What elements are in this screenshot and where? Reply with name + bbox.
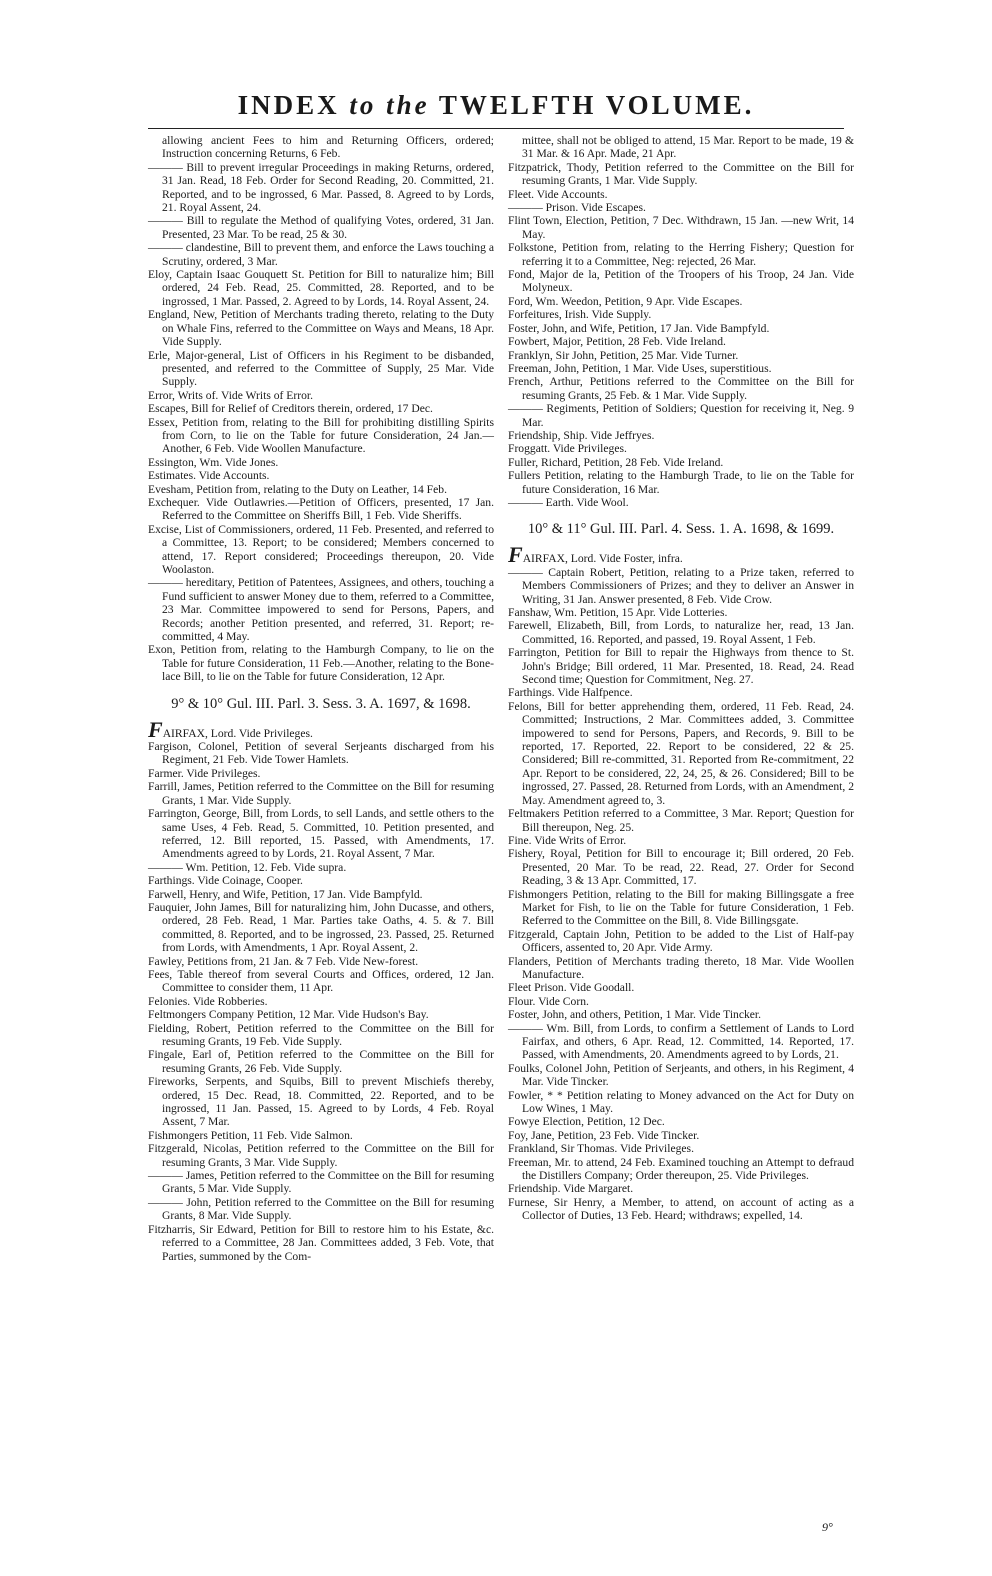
index-entry: Fingale, Earl of, Petition referred to the Committee on the Bill for resuming Grants, 26 Feb. Vide Supply. — [148, 1048, 494, 1075]
index-entry: Flint Town, Election, Petition, 7 Dec. Withdrawn, 15 Jan. —new Writ, 14 May. — [508, 214, 854, 241]
index-entry: ——— Earth. Vide Wool. — [508, 495, 629, 509]
index-entry: Fitzgerald, Captain John, Petition to be added to the List of Half-pay Officers, assented to, 20 Apr. Vide Army. — [508, 927, 854, 955]
index-entry: Exchequer. Vide Outlawries.—Petition of Officers, presented, 17 Jan. Referred to the Committee on Sheriffs Bill, 1 Feb. Vide Sheriffs. — [148, 495, 494, 523]
index-entry: Fullers Petition, relating to the Hamburgh Trade, to lie on the Table for future Consideration, 16 Mar. — [508, 469, 854, 496]
index-entry: ——— John, Petition referred to the Committee on the Bill for resuming Grants, 8 Mar. Vide Supply. — [148, 1195, 494, 1223]
index-entry: Fowye Election, Petition, 12 Dec. — [508, 1115, 665, 1129]
index-entry: Excise, List of Commissioners, ordered, 11 Feb. Presented, and referred to a Committee, 13. Report; to be considered; Members concerned to attend, 17. Report considered; Proceedings thereupon, 20. Vide Woolaston. — [148, 522, 494, 576]
index-entry: Friendship, Ship. Vide Jeffryes. — [508, 428, 655, 442]
index-entry: allowing ancient Fees to him and Returning Officers, ordered; Instruction concerning Returns, 6 Feb. — [162, 134, 494, 161]
session-heading-left: 9° & 10° Gul. III. Parl. 3. Sess. 3. A. 1697, & 1698. — [171, 695, 471, 712]
index-entry: Franklyn, Sir John, Petition, 25 Mar. Vide Turner. — [508, 348, 739, 362]
index-entry: ——— hereditary, Petition of Patentees, Assignees, and others, touching a Fund sufficient to answer Money due to them, referred to a Committee, 23 Mar. Committee impowered to send for Persons, Papers, and Records; another Petition presented, and referred, 31. Report; re-committed, 4 May. — [148, 576, 494, 644]
first-entry-left-text: AIRFAX, Lord. Vide Privileges. — [162, 726, 313, 740]
index-entry: ——— Bill to regulate the Method of qualifying Votes, ordered, 31 Jan. Presented, 23 Mar. To be read, 25 & 30. — [148, 214, 494, 241]
index-entry: Fitzgerald, Nicolas, Petition referred to the Committee on the Bill for resuming Grants, 3 Mar. Vide Supply. — [148, 1142, 494, 1169]
catchword: 9° — [822, 1520, 833, 1534]
index-entry: Frankland, Sir Thomas. Vide Privileges. — [508, 1142, 694, 1156]
index-entry: ——— Regiments, Petition of Soldiers; Question for receiving it, Neg. 9 Mar. — [508, 402, 854, 429]
index-entry: Fitzharris, Sir Edward, Petition for Bill to restore him to his Estate, &c. referred to a Committee, 28 Jan. Committees added, 3 Feb. Vote, that Parties, summoned by the Com- — [148, 1222, 494, 1263]
index-entry: Error, Writs of. Vide Writs of Error. — [148, 388, 314, 402]
right-column — [508, 134, 854, 1223]
index-entry: Farrill, James, Petition referred to the Committee on the Bill for resuming Grants, 1 Mar. Vide Supply. — [148, 780, 494, 807]
index-entry: Fleet. Vide Accounts. — [508, 187, 608, 201]
first-entry-left — [148, 716, 494, 742]
index-entry: ——— James, Petition referred to the Committee on the Bill for resuming Grants, 5 Mar. Vide Supply. — [148, 1169, 494, 1196]
index-entry: Foulks, Colonel John, Petition of Serjeants, and others, in his Regiment, 4 Mar. Vide Tincker. — [508, 1061, 854, 1089]
index-entry: Feltmongers Company Petition, 12 Mar. Vide Hudson's Bay. — [148, 1008, 429, 1022]
index-entry: ——— Wm. Petition, 12. Feb. Vide supra. — [148, 860, 347, 874]
index-entry: ——— Captain Robert, Petition, relating to a Prize taken, referred to Members Commissioners of Prizes; and they to deliver an Answer in Writing, 31 Jan. Answer presented, 8 Feb. Vide Crow. — [508, 565, 854, 606]
initial-letter-left: F — [148, 716, 163, 742]
first-entry-right-text: AIRFAX, Lord. Vide Foster, infra. — [522, 552, 683, 566]
index-entry: Felons, Bill for better apprehending them, ordered, 11 Feb. Read, 24. Committed; Instructions, 2 Mar. Committees added, 3. Committee impowered to send for Persons, Papers, and Records, 9. Bill to be reported, 17. Reported, 22. Report to be considered, 22 & 25. Considered; Bill re-committed, 31. Reported from Re-commitment, 22 Apr. Report to be considered, 22, 24, 25, & 26. Considered; Bill to be ingrossed, 27. Passed, 28. Returned from Lords, with an Amendment, 2 May. Amendment agreed to, 3. — [508, 699, 854, 807]
index-entry: Foster, John, and Wife, Petition, 17 Jan. Vide Bampfyld. — [508, 321, 770, 335]
index-entry: ——— Wm. Bill, from Lords, to confirm a Settlement of Lands to Lord Fairfax, and others, 6 Apr. Read, 12. Committed, 14. Reported, 17. Passed, with Amendments, 20. Amendments agreed to by Lords, 21. — [508, 1021, 854, 1062]
right-entries-b — [508, 566, 854, 1223]
index-entry: Farthings. Vide Halfpence. — [508, 686, 633, 700]
index-entry: Farthings. Vide Coinage, Cooper. — [148, 874, 303, 888]
index-entry: Fine. Vide Writs of Error. — [508, 833, 627, 847]
index-entry: ——— Prison. Vide Escapes. — [508, 201, 646, 215]
index-entry: Freeman, John, Petition, 1 Mar. Vide Uses, superstitious. — [508, 361, 772, 375]
left-entries-b — [148, 740, 494, 1263]
head-to-the: to the — [349, 90, 430, 120]
index-entry: Fargison, Colonel, Petition of several Serjeants discharged from his Regiment, 21 Feb. Vide Tower Hamlets. — [148, 740, 494, 767]
index-entry: Fielding, Robert, Petition referred to the Committee on the Bill for resuming Grants, 19 Feb. Vide Supply. — [148, 1021, 494, 1048]
index-entry: Escapes, Bill for Relief of Creditors therein, ordered, 17 Dec. — [148, 402, 433, 416]
head-twelfth: TWELFTH — [438, 90, 597, 120]
initial-letter-right: F — [508, 542, 523, 568]
index-entry: Fishmongers Petition, 11 Feb. Vide Salmon. — [148, 1128, 353, 1142]
index-entry: Froggatt. Vide Privileges. — [508, 442, 627, 456]
index-entry: Farewell, Elizabeth, Bill, from Lords, to naturalize her, read, 13 Jan. Committed, 16. Reported, and passed, 19. Royal Assent, 1 Feb. — [508, 619, 854, 646]
header-rule — [148, 128, 844, 129]
index-entry: Fowbert, Major, Petition, 28 Feb. Vide Ireland. — [508, 335, 726, 349]
index-entry: Foy, Jane, Petition, 23 Feb. Vide Tincker. — [508, 1128, 700, 1142]
index-entry: Fowler, * * Petition relating to Money advanced on the Act for Duty on Low Wines, 1 May. — [508, 1088, 854, 1116]
left-entries-a — [148, 134, 494, 684]
index-entry: Fauquier, John James, Bill for naturalizing him, John Ducasse, and others, ordered, 28 Feb. Read, 1 Mar. Parties take Oaths, 4. 5. & 7. Bill committed, 8. Reported, and to be ingrossed, 23. Passed, 25. Returned from Lords, with Amendments, 1 Apr. Royal Assent, 2. — [148, 900, 494, 955]
index-entry: Farwell, Henry, and Wife, Petition, 17 Jan. Vide Bampfyld. — [148, 887, 423, 901]
running-head — [0, 90, 992, 121]
index-entry: Estimates. Vide Accounts. — [148, 469, 270, 483]
index-entry: Farmer. Vide Privileges. — [148, 766, 261, 780]
index-entry: Folkstone, Petition from, relating to the Herring Fishery; Question for referring it to a Committee, Neg: rejected, 26 Mar. — [508, 241, 854, 268]
index-entry: England, New, Petition of Merchants trading thereto, relating to the Duty on Whale Fins, referred to the Committee on Ways and Means, 18 Apr. Vide Supply. — [148, 308, 494, 349]
index-entry: Fawley, Petitions from, 21 Jan. & 7 Feb. Vide New-forest. — [148, 954, 419, 968]
index-entry: Forfeitures, Irish. Vide Supply. — [508, 308, 652, 322]
index-entry: Erle, Major-general, List of Officers in his Regiment to be disbanded, presented, and referred to the Committee of Supply, 25 Mar. Vide Supply. — [148, 348, 494, 389]
index-entry: Fuller, Richard, Petition, 28 Feb. Vide Ireland. — [508, 455, 724, 469]
session-heading-right: 10° & 11° Gul. III. Parl. 4. Sess. 1. A. 1698, & 1699. — [527, 521, 835, 538]
index-entry: Fleet Prison. Vide Goodall. — [508, 981, 635, 995]
index-entry: ——— clandestine, Bill to prevent them, and enforce the Laws touching a Scrutiny, ordered, 3 Mar. — [148, 241, 494, 268]
left-column — [148, 134, 494, 1263]
right-entries-a — [508, 134, 854, 509]
index-entry: Farrington, George, Bill, from Lords, to sell Lands, and settle others to the same Uses, 4 Feb. Read, 5. Committed, 10. Petition presented, and referred, 12. Bill reported, 15. Passed, with Amendments, 17. Amendments agreed to by Lords, 21. Royal Assent, 7 Mar. — [148, 807, 494, 861]
head-index: INDEX — [237, 90, 340, 120]
index-entry: Essington, Wm. Vide Jones. — [148, 455, 279, 469]
index-entry: Fireworks, Serpents, and Squibs, Bill to prevent Mischiefs thereby, ordered, 15 Dec. Read, 18. Committed, 22. Reported, and to be ingrossed, 11 Jan. Passed, 15. Agreed to by Lords, 4 Feb. Royal Assent, 7 Mar. — [148, 1075, 494, 1129]
index-entry: Exon, Petition from, relating to the Hamburgh Company, to lie on the Table for future Consideration, 11 Feb.—Another, relating to the Bone-lace Bill, to lie on the Table for future Consideration, 12 Apr. — [148, 643, 494, 684]
index-entry: Ford, Wm. Weedon, Petition, 9 Apr. Vide Escapes. — [508, 294, 743, 308]
index-entry: ——— Bill to prevent irregular Proceedings in making Returns, ordered, 31 Jan. Read, 18 Feb. Order for Second Reading, 20. Committed, 21. Reported, and to be ingrossed, 6 Mar. Passed, 8. Agreed to by Lords, 21. Royal Assent, 24. — [148, 160, 494, 215]
first-entry-right — [508, 542, 854, 568]
index-entry: Foster, John, and others, Petition, 1 Mar. Vide Tincker. — [508, 1008, 762, 1022]
index-entry: Eloy, Captain Isaac Gouquett St. Petition for Bill to naturalize him; Bill ordered, 24 Feb. Read, 25. Committed, 28. Reported, and to be ingrossed, 1 Mar. Passed, 2. Agreed to by Lords, 14. Royal Assent, 24. — [148, 268, 494, 308]
head-volume: VOLUME. — [605, 90, 755, 120]
index-entry: Furnese, Sir Henry, a Member, to attend, on account of acting as a Collector of Duties, 13 Feb. Heard; withdraws; expelled, 14. — [508, 1195, 854, 1223]
index-entry: Freeman, Mr. to attend, 24 Feb. Examined touching an Attempt to defraud the Distillers Company; Order thereupon, 25. Vide Privileges. — [508, 1155, 854, 1183]
index-entry: Felonies. Vide Robberies. — [148, 994, 268, 1008]
index-entry: French, Arthur, Petitions referred to the Committee on the Bill for resuming Grants, 25 Feb. & 1 Mar. Vide Supply. — [508, 375, 854, 402]
index-entry: Flanders, Petition of Merchants trading thereto, 18 Mar. Vide Woollen Manufacture. — [508, 954, 854, 981]
index-entry: Fanshaw, Wm. Petition, 15 Apr. Vide Lotteries. — [508, 606, 728, 619]
index-entry: Feltmakers Petition referred to a Committee, 3 Mar. Report; Question for Bill thereupon, Neg. 25. — [508, 807, 854, 834]
index-entry: Fond, Major de la, Petition of the Troopers of his Troop, 24 Jan. Vide Molyneux. — [508, 268, 854, 295]
index-entry: Fitzpatrick, Thody, Petition referred to the Committee on the Bill for resuming Grants, 1 Mar. Vide Supply. — [508, 160, 854, 188]
index-entry: Farrington, Petition for Bill to repair the Highways from thence to St. John's Bridge; Bill ordered, 11 Mar. Presented, 18. Read, 24. Read Second time; Question for Commitment, Neg. 27. — [508, 646, 854, 687]
index-entry: Fishery, Royal, Petition for Bill to encourage it; Bill ordered, 20 Feb. Presented, 20 Mar. To be read, 22. Read, 27. Order for Second Reading, 3 & 13 Apr. Committed, 17. — [508, 847, 854, 888]
index-entry: Fishmongers Petition, relating to the Bill for making Billingsgate a free Market for Fish, to lie on the Table for future Consideration, 1 Feb. Referred to the Committee on the Bill, 8. Vide Billingsgate. — [508, 887, 854, 928]
index-entry: Evesham, Petition from, relating to the Duty on Leather, 14 Feb. — [148, 482, 447, 496]
index-entry: Essex, Petition from, relating to the Bill for prohibiting distilling Spirits from Corn, to lie on the Table for future Consideration, 24 Jan.—Another, 6 Feb. Vide Woollen Manufacture. — [148, 415, 494, 456]
index-entry: Fees, Table thereof from several Courts and Offices, ordered, 12 Jan. Committee to consider them, 11 Apr. — [148, 967, 494, 995]
index-entry: mittee, shall not be obliged to attend, 15 Mar. Report to be made, 19 & 31 Mar. & 16 Apr. Made, 21 Apr. — [522, 134, 854, 161]
index-entry: Friendship. Vide Margaret. — [508, 1182, 634, 1196]
index-entry: Flour. Vide Corn. — [508, 994, 589, 1008]
